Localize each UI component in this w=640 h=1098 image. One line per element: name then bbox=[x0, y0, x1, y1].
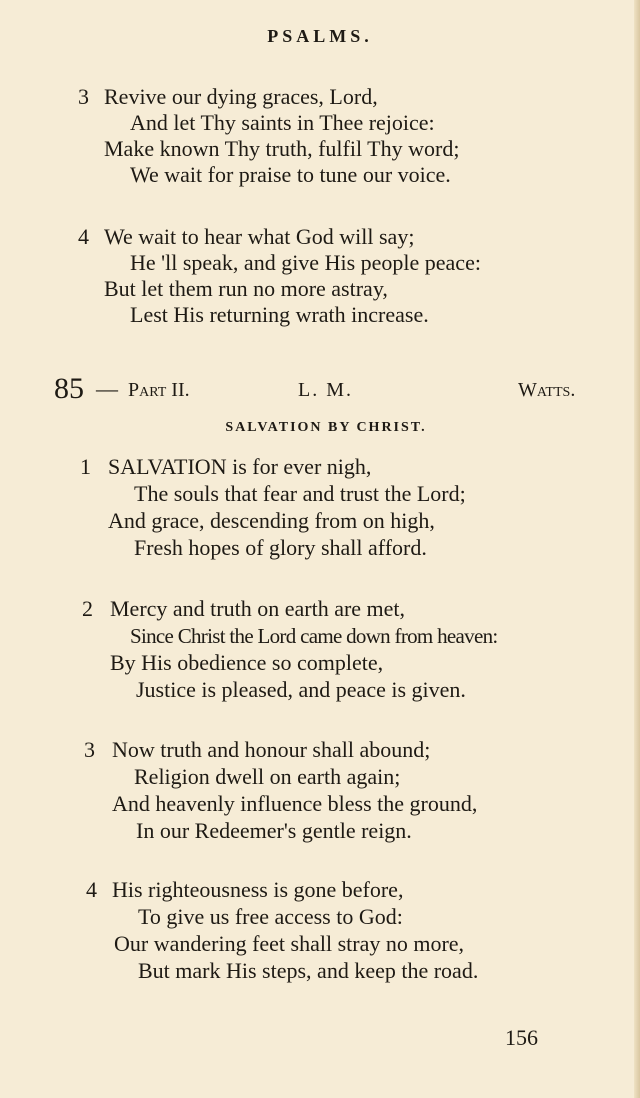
page-edge bbox=[634, 0, 640, 1098]
running-head: PSALMS. bbox=[267, 26, 373, 46]
verse-line: To give us free access to God: bbox=[138, 904, 403, 929]
hymn-author: Watts. bbox=[518, 379, 576, 401]
verse-line: Lest His returning wrath increase. bbox=[130, 302, 429, 327]
verse-line: Revive our dying graces, Lord, bbox=[104, 84, 378, 109]
verse-line: And grace, descending from on high, bbox=[108, 508, 435, 533]
verse-line: Mercy and truth on earth are met, bbox=[110, 596, 406, 621]
verse-line: Make known Thy truth, fulfil Thy word; bbox=[104, 136, 460, 161]
verse-number: 3 bbox=[84, 737, 95, 762]
verse-line: SALVATION is for ever nigh, bbox=[108, 454, 372, 479]
verse-number: 4 bbox=[86, 877, 97, 902]
verse-line: In our Redeemer's gentle reign. bbox=[136, 818, 412, 843]
verse-line: The souls that fear and trust the Lord; bbox=[134, 481, 466, 506]
hymn-meter: L. M. bbox=[298, 379, 353, 401]
hymn-heading bbox=[0, 372, 640, 406]
verse-number: 4 bbox=[78, 224, 89, 249]
verse-line: But mark His steps, and keep the road. bbox=[138, 958, 479, 983]
verse-line: Now truth and honour shall abound; bbox=[112, 737, 431, 762]
verse-line: He 'll speak, and give His people peace: bbox=[130, 250, 481, 275]
hymn-dash: — bbox=[96, 376, 118, 401]
hymn-number: 85 bbox=[54, 372, 84, 405]
verse-line: We wait to hear what God will say; bbox=[104, 224, 415, 249]
verse-line: But let them run no more astray, bbox=[104, 276, 388, 301]
verse-line: Religion dwell on earth again; bbox=[134, 764, 401, 789]
page-number: 156 bbox=[505, 1025, 538, 1050]
verse-line: Since Christ the Lord came down from heaven: bbox=[130, 624, 498, 648]
verse-line: His righteousness is gone before, bbox=[112, 877, 404, 902]
verse-line: And heavenly influence bless the ground, bbox=[112, 791, 478, 816]
verse-number: 1 bbox=[80, 454, 91, 479]
verse-line: Fresh hopes of glory shall afford. bbox=[134, 535, 427, 560]
verse-line: Our wandering feet shall stray no more, bbox=[114, 931, 465, 956]
verse-number: 3 bbox=[78, 84, 89, 109]
verse-number: 2 bbox=[82, 596, 93, 621]
hymn-subtitle: SALVATION BY CHRIST. bbox=[225, 420, 427, 435]
verse-line: Justice is pleased, and peace is given. bbox=[136, 677, 466, 702]
hymn-part: Part II. bbox=[128, 379, 190, 401]
verse-line: We wait for praise to tune our voice. bbox=[130, 162, 451, 187]
verse-line: And let Thy saints in Thee rejoice: bbox=[130, 110, 435, 135]
verse-line: By His obedience so complete, bbox=[110, 650, 384, 675]
